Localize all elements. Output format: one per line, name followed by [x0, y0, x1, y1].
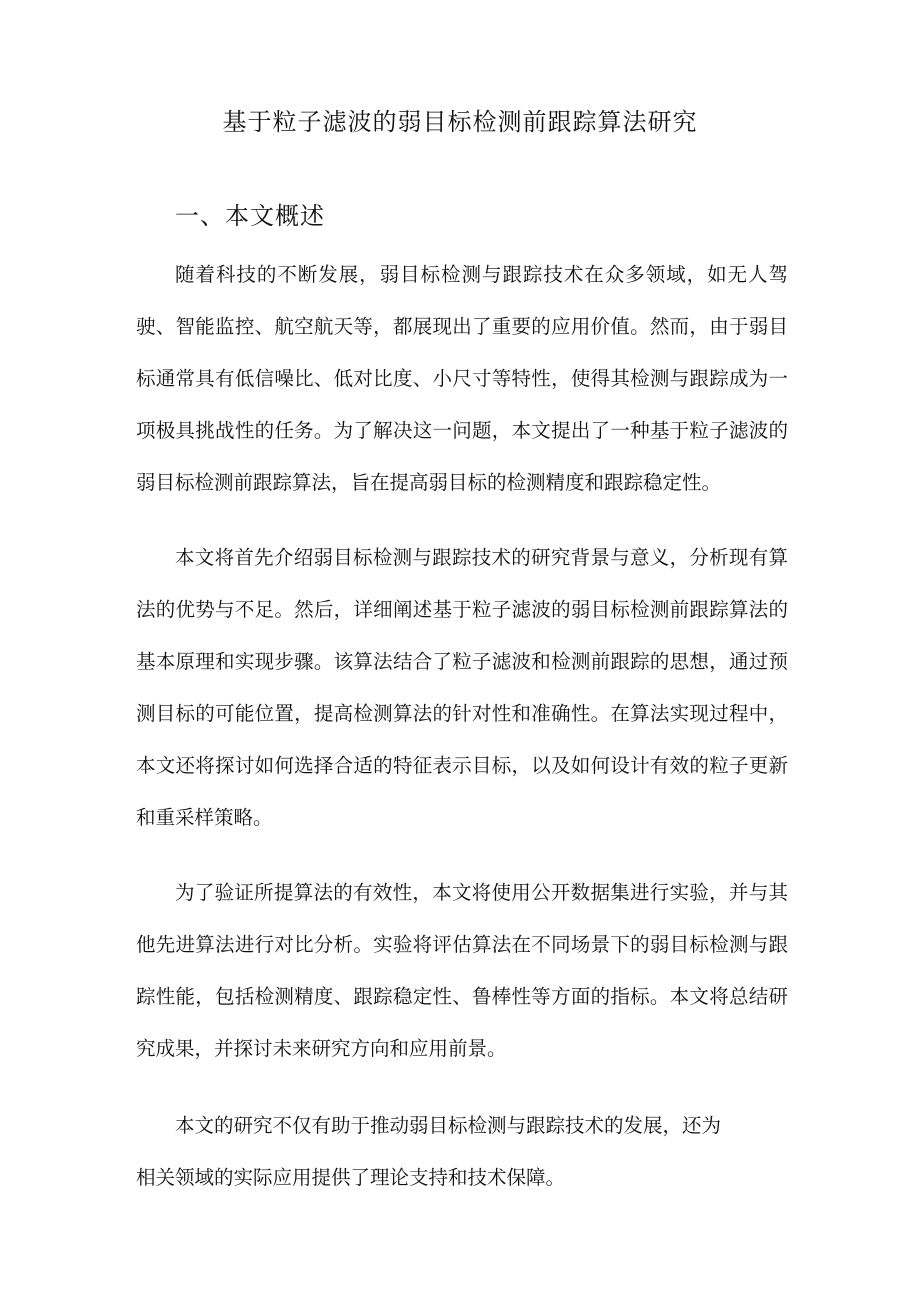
section-heading: 一、本文概述 [175, 202, 325, 230]
paragraph-1: 随着科技的不断发展，弱目标检测与跟踪技术在众多领域，如无人驾驶、智能监控、航空航天等，都展现出了重要的应用价值。然而，由于弱目标通常具有低信噪比、低对比度、小尺寸等特性，使得其检测与跟踪成为一项极具挑战性的任务。为了解决这一问题，本文提出了一种基于粒子滤波的弱目标检测前跟踪算法，旨在提高弱目标的检测精度和跟踪稳定性。 [136, 263, 788, 494]
closing-line-1: 本文的研究不仅有助于推动弱目标检测与跟踪技术的发展，还为 [175, 1114, 722, 1137]
document-title: 基于粒子滤波的弱目标检测前跟踪算法研究 [222, 108, 698, 136]
paragraph-3: 为了验证所提算法的有效性，本文将使用公开数据集进行实验，并与其他先进算法进行对比分析。实验将评估算法在不同场景下的弱目标检测与跟踪性能，包括检测精度、跟踪稳定性、鲁棒性等方面的指标。本文将总结研究成果，并探讨未来研究方向和应用前景。 [136, 881, 788, 1060]
paragraph-2: 本文将首先介绍弱目标检测与跟踪技术的研究背景与意义，分析现有算法的优势与不足。然后，详细阐述基于粒子滤波的弱目标检测前跟踪算法的基本原理和实现步骤。该算法结合了粒子滤波和检测前跟踪的思想，通过预测目标的可能位置，提高检测算法的针对性和准确性。在算法实现过程中，本文还将探讨如何选择合适的特征表示目标，以及如何设计有效的粒子更新和重采样策略。 [136, 546, 788, 829]
closing-line-2: 相关领域的实际应用提供了理论支持和技术保障。 [136, 1166, 566, 1189]
